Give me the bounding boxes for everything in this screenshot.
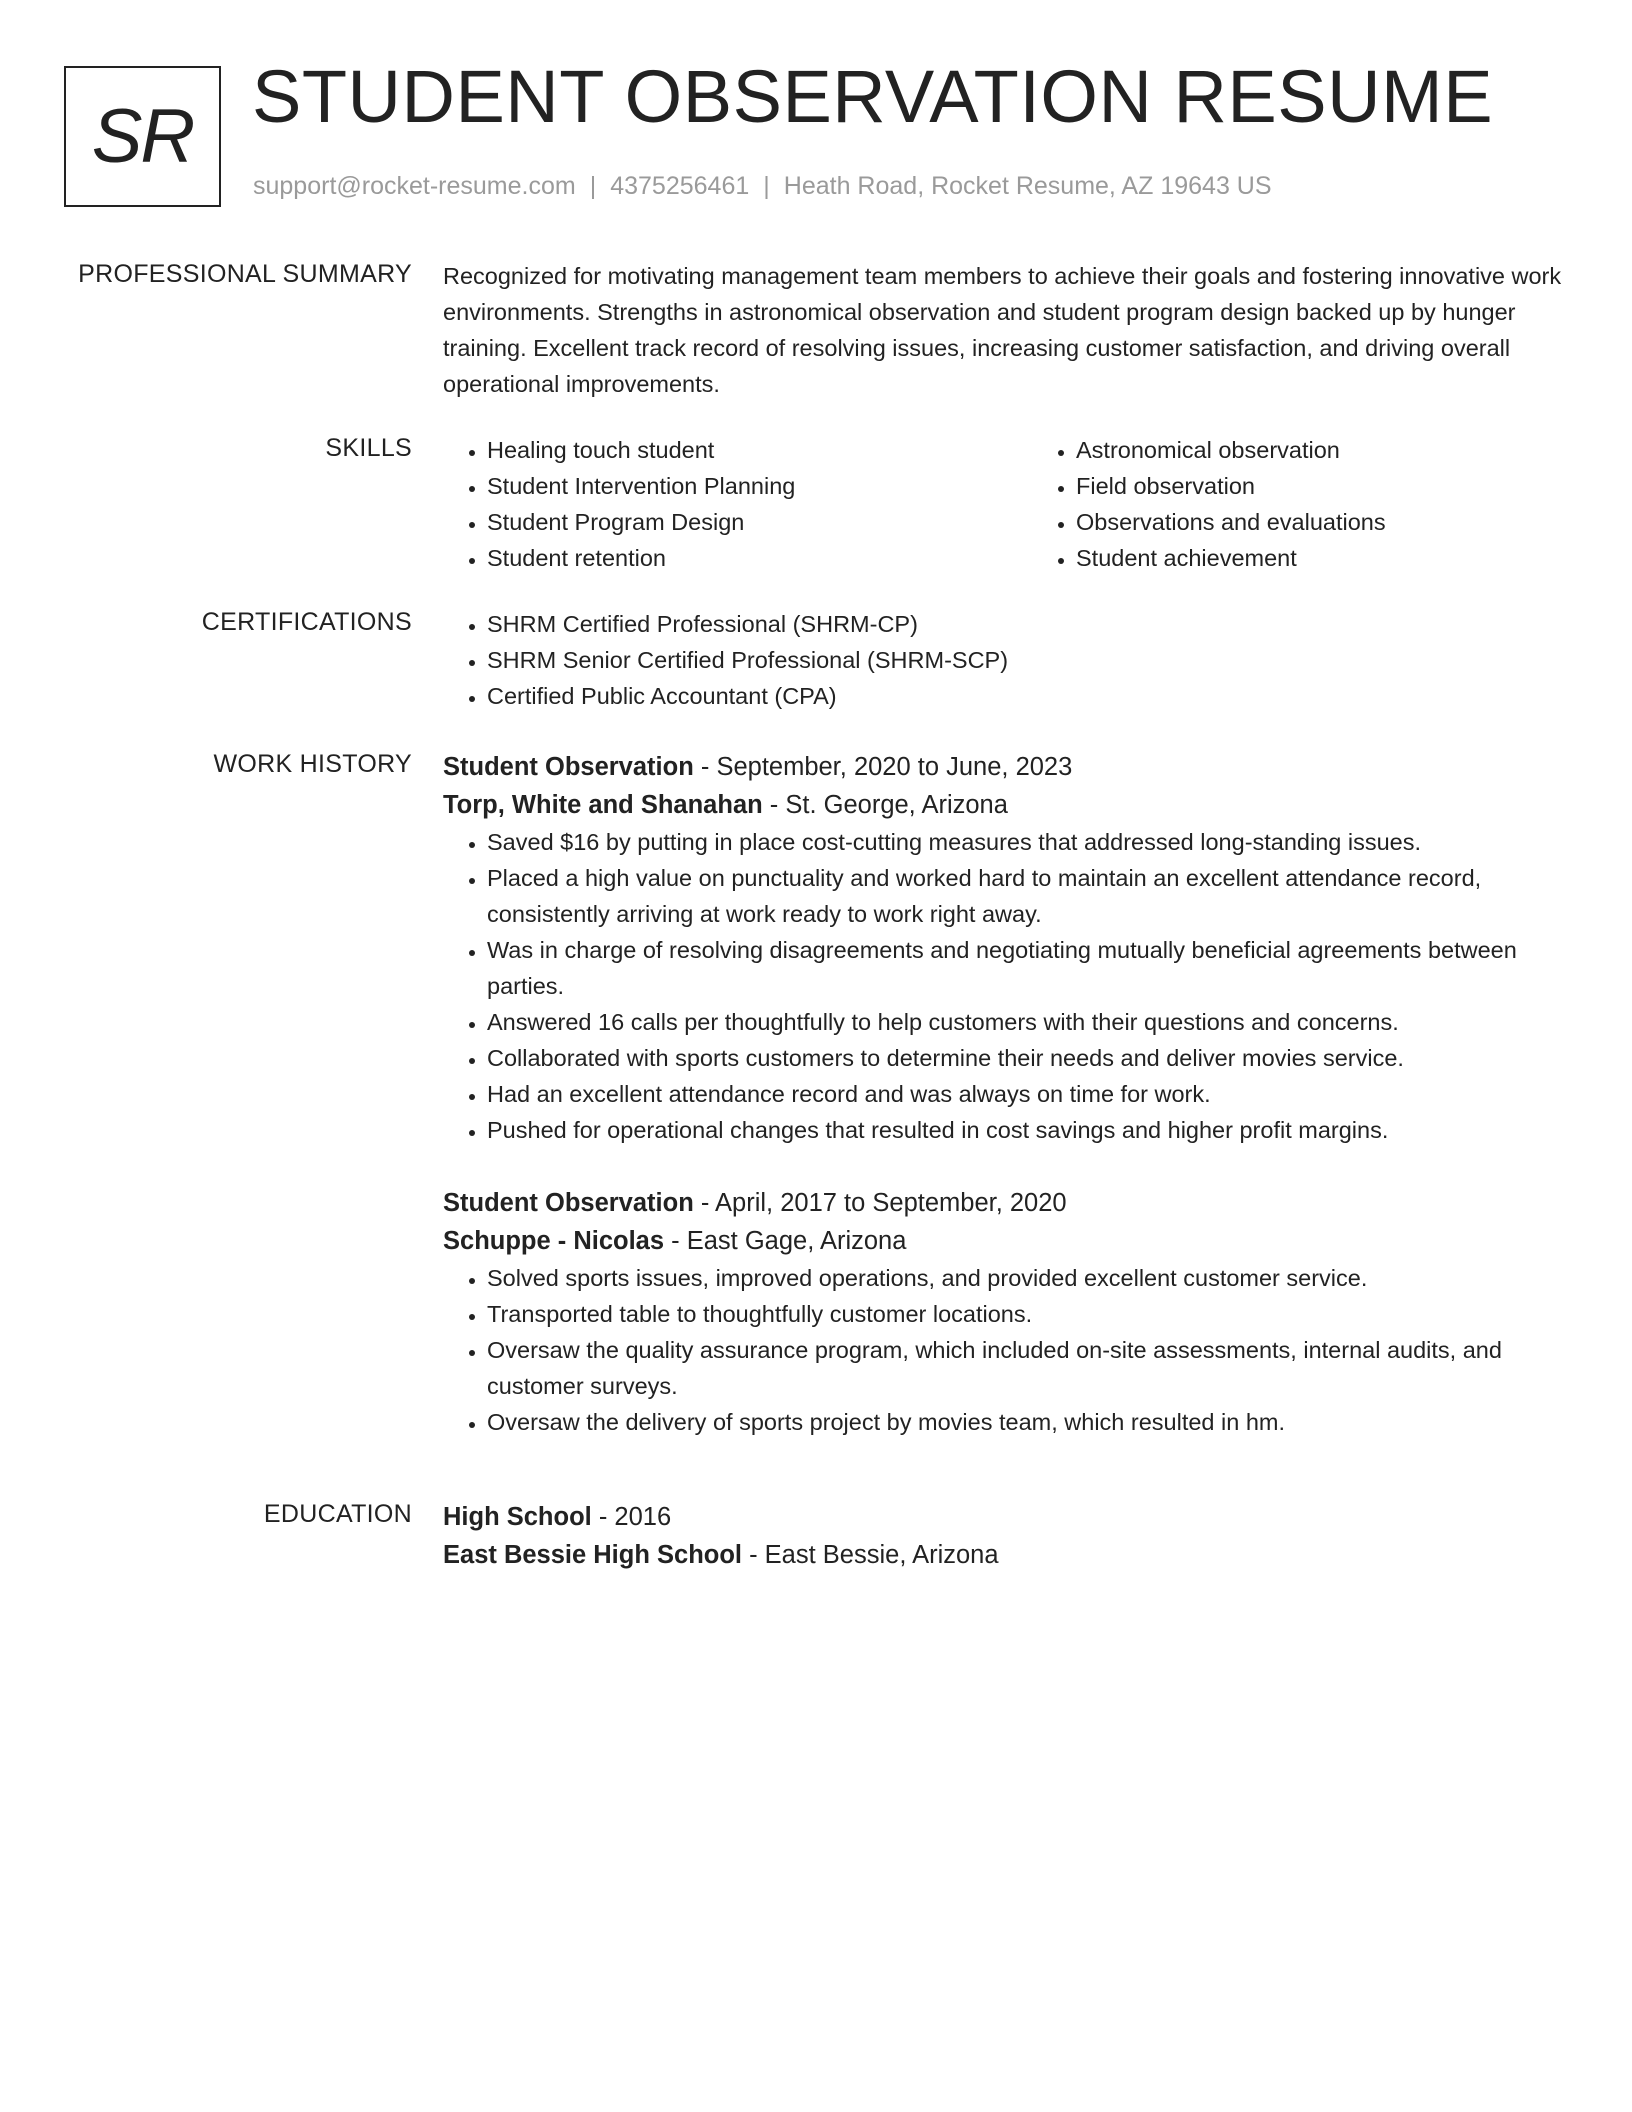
contact-phone[interactable]: 4375256461 (610, 172, 750, 200)
skills-list (443, 432, 1563, 576)
job-duty: • Answered 16 calls per thoughtfully to help customers with their questions and concerns. (487, 1004, 1563, 1040)
job-entry (443, 748, 1563, 1148)
job-duty: • Saved $16 by putting in place cost-cutting measures that addressed long-standing issues. (487, 824, 1563, 860)
summary-heading: PROFESSIONAL SUMMARY (78, 260, 412, 288)
job-duty: • Was in charge of resolving disagreements and negotiating mutually beneficial agreements between parties. (487, 932, 1563, 1004)
work-history-body (443, 748, 1563, 1440)
education-degree: High School (443, 1503, 592, 1531)
job-duty: • Transported table to thoughtfully customer locations. (487, 1296, 1563, 1332)
job-company: Torp, White and Shanahan (443, 791, 763, 819)
job-title-line (443, 748, 1563, 786)
skills-heading: SKILLS (325, 434, 412, 462)
job-duty: • Placed a high value on punctuality and worked hard to maintain an excellent attendance record, consistently arriving at work ready to work right away. (487, 860, 1563, 932)
certifications-heading: CERTIFICATIONS (201, 608, 412, 636)
job-duty: • Solved sports issues, improved operations, and provided excellent customer service. (487, 1260, 1563, 1296)
certifications-body (443, 606, 1563, 714)
monogram-initials: SR (91, 94, 194, 179)
job-title: Student Observation (443, 753, 694, 781)
certifications-list (443, 606, 1563, 714)
skill-item: • Student Intervention Planning (487, 468, 1032, 504)
education-heading: EDUCATION (263, 1500, 412, 1528)
skill-item: • Student achievement (1076, 540, 1621, 576)
skill-item: • Student Program Design (487, 504, 1032, 540)
skill-item: • Astronomical observation (1076, 432, 1621, 468)
education-body (443, 1498, 1563, 1574)
job-title-line (443, 1184, 1563, 1222)
education-school: East Bessie High School (443, 1541, 743, 1569)
job-duty: • Pushed for operational changes that resulted in cost savings and higher profit margins. (487, 1112, 1563, 1148)
monogram-box (64, 66, 221, 207)
job-dates: - September, 2020 to June, 2023 (693, 753, 1073, 781)
job-title: Student Observation (443, 1189, 694, 1217)
job-company-line (443, 1222, 1563, 1260)
job-duty: • Oversaw the delivery of sports project by movies team, which resulted in hm. (487, 1404, 1563, 1440)
job-company: Schuppe - Nicolas (443, 1227, 665, 1255)
contact-email[interactable]: support@rocket-resume.com (253, 172, 576, 200)
contact-separator: | (763, 172, 770, 200)
skills-column-left (443, 432, 1032, 576)
certification-item: • Certified Public Accountant (CPA) (487, 678, 1563, 714)
contact-address: Heath Road, Rocket Resume, AZ 19643 US (783, 172, 1272, 200)
job-location: - East Gage, Arizona (664, 1227, 907, 1255)
contact-line (253, 172, 1272, 201)
job-duties (443, 1260, 1563, 1440)
skill-item: • Field observation (1076, 468, 1621, 504)
skill-item: • Observations and evaluations (1076, 504, 1621, 540)
skills-column-right (1032, 432, 1621, 576)
certification-item: • SHRM Certified Professional (SHRM-CP) (487, 606, 1563, 642)
job-dates: - April, 2017 to September, 2020 (693, 1189, 1067, 1217)
education-degree-line (443, 1498, 1563, 1536)
education-location: - East Bessie, Arizona (742, 1541, 999, 1569)
skill-item: • Student retention (487, 540, 1032, 576)
job-duty: • Had an excellent attendance record and was always on time for work. (487, 1076, 1563, 1112)
job-entry (443, 1184, 1563, 1440)
summary-text: Recognized for motivating management team members to achieve their goals and fostering innovative work environments. Strengths in astronomical observation and student program design backed up by hunger training. Excellent track record of resolving issues, increasing customer satisfaction, and driving overall operational improvements. (443, 263, 1562, 397)
certification-item: • SHRM Senior Certified Professional (SHRM-SCP) (487, 642, 1563, 678)
job-company-line (443, 786, 1563, 824)
job-duty: • Oversaw the quality assurance program, which included on-site assessments, internal audits, and customer surveys. (487, 1332, 1563, 1404)
job-duties (443, 824, 1563, 1148)
contact-separator: | (589, 172, 597, 200)
resume-title: STUDENT OBSERVATION RESUME (252, 55, 1494, 138)
summary-body (443, 258, 1563, 402)
work-history-heading: WORK HISTORY (213, 750, 412, 778)
job-duty: • Collaborated with sports customers to determine their needs and deliver movies service. (487, 1040, 1563, 1076)
skill-item: • Healing touch student (487, 432, 1032, 468)
job-location: - St. George, Arizona (762, 791, 1008, 819)
education-year: - 2016 (591, 1503, 672, 1531)
education-school-line (443, 1536, 1563, 1574)
